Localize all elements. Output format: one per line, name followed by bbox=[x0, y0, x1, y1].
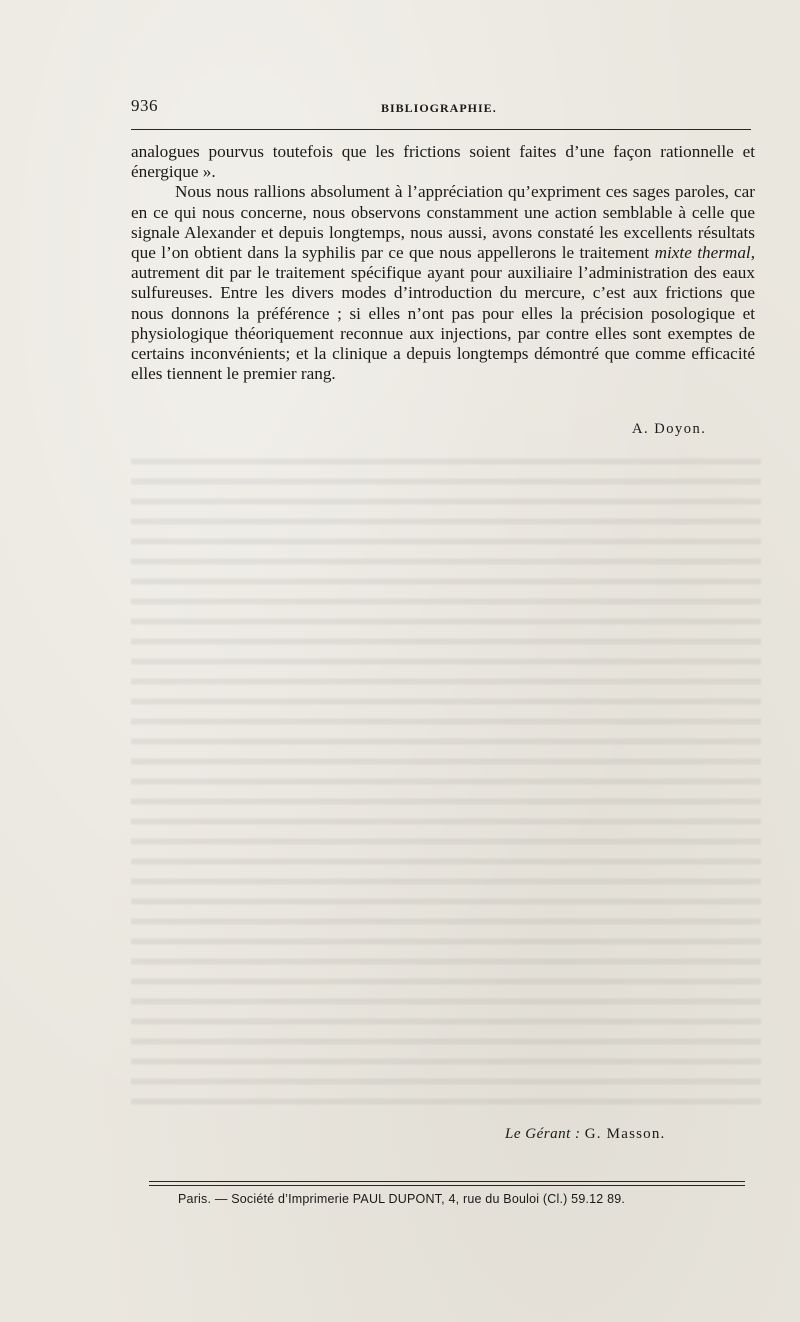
page-number: 936 bbox=[131, 96, 158, 115]
page-header bbox=[131, 96, 751, 124]
show-through-texture bbox=[131, 450, 761, 1110]
footer-rule-thin bbox=[149, 1181, 745, 1182]
gerant-label: Le Gérant : bbox=[505, 1126, 581, 1142]
gerant-line bbox=[505, 1126, 666, 1143]
running-title: BIBLIOGRAPHIE. bbox=[381, 101, 497, 115]
gerant-name: G. Masson. bbox=[584, 1126, 666, 1142]
paragraph-text: Nous nous rallions absolument à l’appréciation qu’expriment ces sages paroles, car en ce qui nous concerne, nous observons constamment une action semblable à celle que signale Alexander et depuis longtemps, nous aussi, avons constaté les excellents résultats que l’on obtient dans la syphilis par ce que nous appellerons le traitement bbox=[131, 182, 755, 263]
printer-imprint: Paris. — Société d’Imprimerie PAUL DUPONT, 4, rue du Bouloi (Cl.) 59.12 89. bbox=[178, 1192, 626, 1206]
header-rule bbox=[131, 129, 751, 130]
footer-rule-thick bbox=[149, 1185, 745, 1186]
article-body bbox=[131, 142, 755, 384]
author-signature: A. Doyon. bbox=[632, 421, 707, 437]
paragraph-text: , autrement dit par le traitement spécifique ayant pour auxiliaire l’administration des eaux sulfureuses. Entre les divers modes d’introduction du mercure, c’est aux frictions que nous donnons la préférence ; si elles n’ont pas pour elles la précision posologique et physiologique théoriquement reconnue aux injections, par contre elles sont exemptes de certains inconvénients; et la clinique a depuis longtemps démontré que comme efficacité elles tiennent le premier rang. bbox=[131, 243, 755, 384]
italic-term: mixte thermal bbox=[654, 243, 751, 263]
paragraph-continued: analogues pourvus toutefois que les frictions soient faites d’une façon rationnelle et énergique ». bbox=[131, 142, 755, 182]
paragraph-conclusion bbox=[131, 182, 755, 384]
